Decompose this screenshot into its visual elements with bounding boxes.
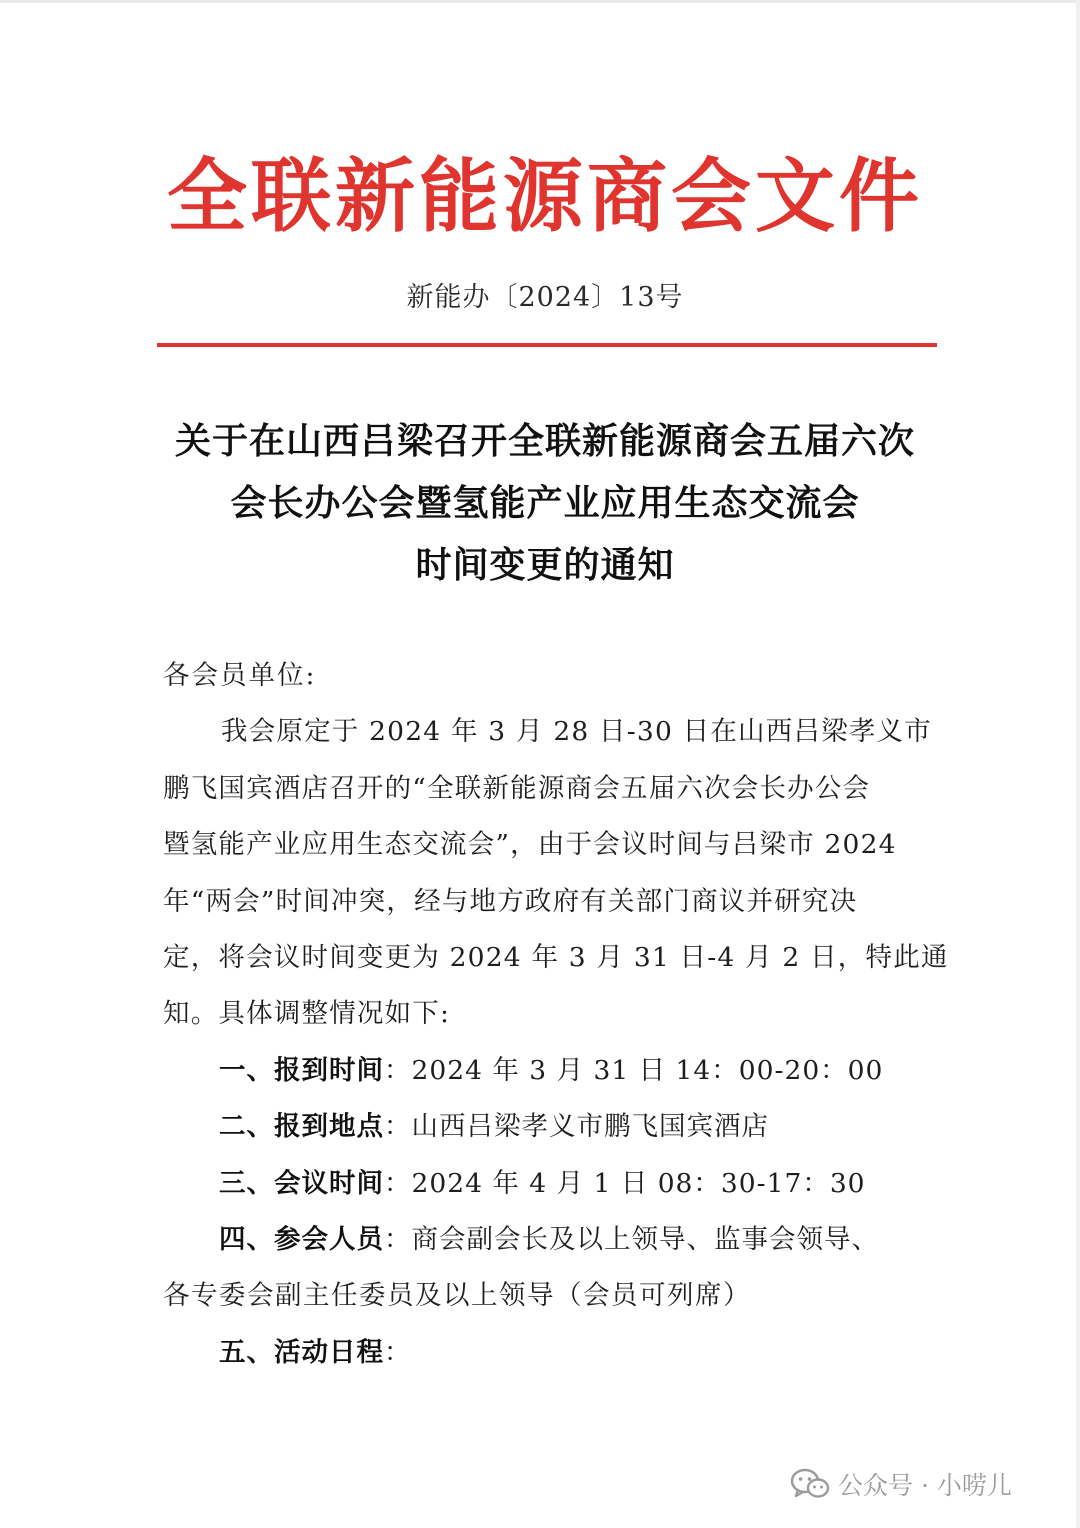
item-separator: ：: [384, 1336, 412, 1368]
document-masthead: 全联新能源商会文件: [167, 150, 923, 243]
document-number: 新能办〔2024〕13号: [406, 282, 684, 313]
item-label: 一、报到时间: [219, 1054, 384, 1086]
item-value: 商会副会长及以上领导、监事会领导、: [411, 1224, 879, 1256]
page-edge-top: [0, 0, 1080, 3]
item-value: 山西吕梁孝义市鹏飞国宾酒店: [411, 1111, 769, 1143]
item-label: 四、参会人员: [219, 1224, 384, 1256]
paragraph-line: 我会原定于 2024 年 3 月 28 日-30 日在山西吕梁孝义市: [221, 716, 932, 748]
title-line-2: 会长办公会暨氢能产业应用生态交流会: [230, 482, 860, 524]
notice-title: [150, 410, 940, 596]
paragraph-line: 定，将会议时间变更为 2024 年 3 月 31 日-4 月 2 日，特此通: [163, 942, 949, 974]
wechat-icon: [790, 1467, 830, 1501]
page-edge-right: [1076, 0, 1080, 1528]
paragraph-line: 鹏飞国宾酒店召开的“全联新能源商会五届六次会长办公会: [163, 772, 871, 804]
item-checkin-location: [163, 1099, 923, 1155]
paragraph-line: 知。具体调整情况如下:: [163, 998, 451, 1030]
item-schedule: [163, 1325, 923, 1381]
item-separator: ：: [384, 1167, 412, 1199]
paragraph-line: 年“两会”时间冲突，经与地方政府有关部门商议并研究决: [163, 885, 858, 917]
main-paragraph: [163, 704, 949, 1042]
item-separator: ：: [384, 1111, 412, 1143]
item-checkin-time: [163, 1043, 923, 1099]
salutation: 各会员单位:: [163, 660, 317, 691]
watermark-text: 公众号 · 小唠儿: [838, 1471, 1012, 1500]
item-value: 2024 年 3 月 31 日 14：00-20：00: [411, 1054, 884, 1086]
item-value: 2024 年 4 月 1 日 08：30-17：30: [411, 1167, 866, 1199]
item-label: 三、会议时间: [219, 1167, 384, 1199]
paragraph-line: 暨氢能产业应用生态交流会”，由于会议时间与吕梁市 2024: [163, 829, 897, 861]
title-line-1: 关于在山西吕梁召开全联新能源商会五届六次: [174, 420, 915, 462]
item-separator: ：: [384, 1054, 412, 1086]
item-separator: ：: [384, 1224, 412, 1256]
title-line-3: 时间变更的通知: [415, 544, 675, 586]
item-meeting-time: [163, 1156, 923, 1212]
item-label: 五、活动日程: [219, 1336, 384, 1368]
item-label: 二、报到地点: [219, 1111, 384, 1143]
item-attendees: [163, 1212, 923, 1268]
red-divider-line: [157, 343, 937, 347]
notice-body: [163, 648, 949, 1381]
watermark: [790, 1462, 1012, 1506]
item-attendees-continuation: 各专委会副主任委员及以上领导（会员可列席）: [163, 1280, 751, 1312]
